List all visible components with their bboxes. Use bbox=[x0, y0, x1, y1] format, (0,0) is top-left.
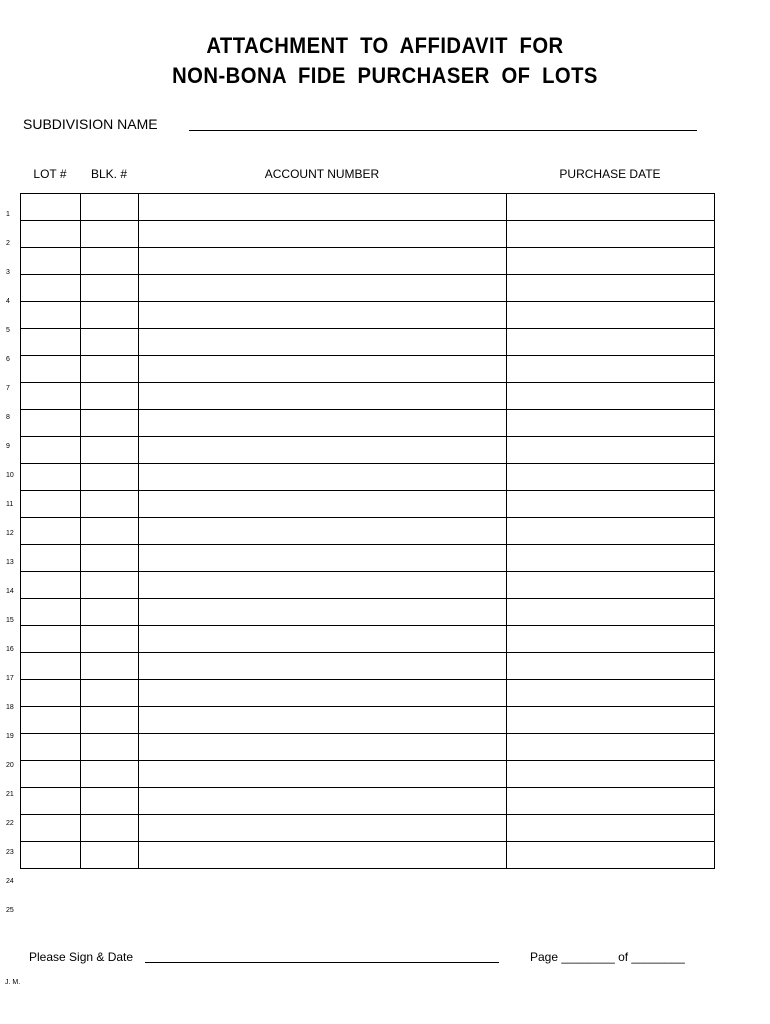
table-row bbox=[21, 302, 715, 329]
account-number-cell[interactable] bbox=[139, 707, 507, 734]
row-number: 23 bbox=[6, 849, 14, 856]
account-number-cell[interactable] bbox=[139, 599, 507, 626]
account-number-cell[interactable] bbox=[139, 275, 507, 302]
lot-cell[interactable] bbox=[21, 464, 81, 491]
table-row bbox=[21, 518, 715, 545]
table-row bbox=[21, 221, 715, 248]
row-number: 20 bbox=[6, 762, 14, 769]
table-row bbox=[21, 194, 715, 221]
table-row bbox=[21, 464, 715, 491]
form-title-line-2: NON-BONA FIDE PURCHASER OF LOTS bbox=[172, 63, 598, 88]
account-number-cell[interactable] bbox=[139, 653, 507, 680]
lot-cell[interactable] bbox=[21, 221, 81, 248]
table-row bbox=[21, 815, 715, 842]
subdivision-name-label: SUBDIVISION NAME bbox=[23, 116, 158, 132]
sign-date-label: Please Sign & Date bbox=[29, 950, 134, 964]
account-number-cell[interactable] bbox=[139, 383, 507, 410]
table-row bbox=[21, 653, 715, 680]
purchase-date-cell[interactable] bbox=[507, 221, 715, 248]
row-number: 13 bbox=[6, 559, 14, 566]
lot-cell[interactable] bbox=[21, 680, 81, 707]
purchase-date-cell[interactable] bbox=[507, 653, 715, 680]
table-row bbox=[21, 599, 715, 626]
blk-cell[interactable] bbox=[81, 356, 139, 383]
blk-cell[interactable] bbox=[81, 464, 139, 491]
lot-cell[interactable] bbox=[21, 356, 81, 383]
account-number-cell[interactable] bbox=[139, 221, 507, 248]
lot-cell[interactable] bbox=[21, 545, 81, 572]
blk-cell[interactable] bbox=[81, 383, 139, 410]
table-row bbox=[21, 680, 715, 707]
account-number-cell[interactable] bbox=[139, 194, 507, 221]
row-number: 1 bbox=[6, 211, 10, 218]
account-number-cell[interactable] bbox=[139, 626, 507, 653]
row-number: 12 bbox=[6, 530, 14, 537]
lot-cell[interactable] bbox=[21, 653, 81, 680]
table-row bbox=[21, 437, 715, 464]
blk-cell[interactable] bbox=[81, 815, 139, 842]
row-number: 22 bbox=[6, 820, 14, 827]
account-number-cell[interactable] bbox=[139, 302, 507, 329]
account-number-cell[interactable] bbox=[139, 248, 507, 275]
preparer-initials: J. M. bbox=[5, 979, 21, 986]
purchase-date-cell[interactable] bbox=[507, 518, 715, 545]
row-number: 4 bbox=[6, 298, 10, 305]
row-number: 25 bbox=[6, 907, 14, 914]
purchase-date-cell[interactable] bbox=[507, 356, 715, 383]
purchase-date-cell[interactable] bbox=[507, 194, 715, 221]
blk-cell[interactable] bbox=[81, 329, 139, 356]
blk-cell[interactable] bbox=[81, 437, 139, 464]
blk-cell[interactable] bbox=[81, 788, 139, 815]
purchase-date-cell[interactable] bbox=[507, 842, 715, 869]
row-number: 14 bbox=[6, 588, 14, 595]
blk-cell[interactable] bbox=[81, 194, 139, 221]
blk-cell[interactable] bbox=[81, 221, 139, 248]
account-number-cell[interactable] bbox=[139, 437, 507, 464]
account-number-cell[interactable] bbox=[139, 545, 507, 572]
table-row bbox=[21, 275, 715, 302]
table-row bbox=[21, 761, 715, 788]
purchase-date-cell[interactable] bbox=[507, 464, 715, 491]
page-count-label: Page ________ of ________ bbox=[530, 950, 685, 964]
lot-cell[interactable] bbox=[21, 194, 81, 221]
lot-cell[interactable] bbox=[21, 572, 81, 599]
purchase-date-cell[interactable] bbox=[507, 491, 715, 518]
table-row bbox=[21, 707, 715, 734]
table-row bbox=[21, 410, 715, 437]
table-row bbox=[21, 626, 715, 653]
row-number: 2 bbox=[6, 240, 10, 247]
lot-cell[interactable] bbox=[21, 491, 81, 518]
account-number-cell[interactable] bbox=[139, 356, 507, 383]
account-number-cell[interactable] bbox=[139, 842, 507, 869]
signature-date-field[interactable] bbox=[145, 962, 499, 963]
row-number: 17 bbox=[6, 675, 14, 682]
column-header-lot: LOT # bbox=[33, 167, 67, 181]
table-row bbox=[21, 329, 715, 356]
blk-cell[interactable] bbox=[81, 599, 139, 626]
table-row bbox=[21, 356, 715, 383]
account-number-cell[interactable] bbox=[139, 761, 507, 788]
purchase-date-cell[interactable] bbox=[507, 680, 715, 707]
purchase-date-cell[interactable] bbox=[507, 383, 715, 410]
form-title-line-1: ATTACHMENT TO AFFIDAVIT FOR bbox=[206, 33, 564, 58]
row-number: 15 bbox=[6, 617, 14, 624]
lot-cell[interactable] bbox=[21, 302, 81, 329]
blk-cell[interactable] bbox=[81, 410, 139, 437]
lot-cell[interactable] bbox=[21, 734, 81, 761]
table-row bbox=[21, 788, 715, 815]
table-row bbox=[21, 842, 715, 869]
purchase-date-cell[interactable] bbox=[507, 734, 715, 761]
blk-cell[interactable] bbox=[81, 734, 139, 761]
lot-cell[interactable] bbox=[21, 842, 81, 869]
account-number-cell[interactable] bbox=[139, 329, 507, 356]
row-number: 7 bbox=[6, 385, 10, 392]
account-number-cell[interactable] bbox=[139, 788, 507, 815]
row-number: 18 bbox=[6, 704, 14, 711]
lot-entry-table bbox=[20, 193, 715, 869]
purchase-date-cell[interactable] bbox=[507, 626, 715, 653]
table-row bbox=[21, 248, 715, 275]
column-header-account-number: ACCOUNT NUMBER bbox=[264, 167, 380, 181]
row-number: 11 bbox=[6, 501, 14, 508]
purchase-date-cell[interactable] bbox=[507, 815, 715, 842]
blk-cell[interactable] bbox=[81, 491, 139, 518]
blk-cell[interactable] bbox=[81, 248, 139, 275]
blk-cell[interactable] bbox=[81, 842, 139, 869]
blk-cell[interactable] bbox=[81, 707, 139, 734]
row-number: 9 bbox=[6, 443, 10, 450]
account-number-cell[interactable] bbox=[139, 491, 507, 518]
lot-cell[interactable] bbox=[21, 761, 81, 788]
table-row bbox=[21, 491, 715, 518]
purchase-date-cell[interactable] bbox=[507, 761, 715, 788]
purchase-date-cell[interactable] bbox=[507, 248, 715, 275]
blk-cell[interactable] bbox=[81, 626, 139, 653]
lot-cell[interactable] bbox=[21, 248, 81, 275]
purchase-date-cell[interactable] bbox=[507, 437, 715, 464]
lot-cell[interactable] bbox=[21, 329, 81, 356]
purchase-date-cell[interactable] bbox=[507, 788, 715, 815]
blk-cell[interactable] bbox=[81, 653, 139, 680]
subdivision-name-field[interactable] bbox=[189, 130, 697, 131]
blk-cell[interactable] bbox=[81, 545, 139, 572]
blk-cell[interactable] bbox=[81, 572, 139, 599]
table-row bbox=[21, 734, 715, 761]
account-number-cell[interactable] bbox=[139, 734, 507, 761]
row-number: 8 bbox=[6, 414, 10, 421]
blk-cell[interactable] bbox=[81, 302, 139, 329]
row-number: 6 bbox=[6, 356, 10, 363]
account-number-cell[interactable] bbox=[139, 410, 507, 437]
table-row bbox=[21, 545, 715, 572]
column-header-blk: BLK. # bbox=[90, 167, 128, 181]
blk-cell[interactable] bbox=[81, 680, 139, 707]
account-number-cell[interactable] bbox=[139, 464, 507, 491]
purchase-date-cell[interactable] bbox=[507, 275, 715, 302]
account-number-cell[interactable] bbox=[139, 680, 507, 707]
blk-cell[interactable] bbox=[81, 518, 139, 545]
lot-cell[interactable] bbox=[21, 815, 81, 842]
column-header-purchase-date: PURCHASE DATE bbox=[559, 167, 661, 181]
lot-cell[interactable] bbox=[21, 599, 81, 626]
lot-cell[interactable] bbox=[21, 383, 81, 410]
lot-cell[interactable] bbox=[21, 437, 81, 464]
lot-cell[interactable] bbox=[21, 410, 81, 437]
row-number: 16 bbox=[6, 646, 14, 653]
row-number: 19 bbox=[6, 733, 14, 740]
blk-cell[interactable] bbox=[81, 761, 139, 788]
purchase-date-cell[interactable] bbox=[507, 302, 715, 329]
account-number-cell[interactable] bbox=[139, 518, 507, 545]
table-row bbox=[21, 383, 715, 410]
lot-cell[interactable] bbox=[21, 275, 81, 302]
blk-cell[interactable] bbox=[81, 275, 139, 302]
purchase-date-cell[interactable] bbox=[507, 572, 715, 599]
row-number: 5 bbox=[6, 327, 10, 334]
row-number: 10 bbox=[6, 472, 14, 479]
lot-cell[interactable] bbox=[21, 626, 81, 653]
row-number: 24 bbox=[6, 878, 14, 885]
purchase-date-cell[interactable] bbox=[507, 410, 715, 437]
purchase-date-cell[interactable] bbox=[507, 329, 715, 356]
table-row bbox=[21, 572, 715, 599]
purchase-date-cell[interactable] bbox=[507, 599, 715, 626]
account-number-cell[interactable] bbox=[139, 572, 507, 599]
lot-cell[interactable] bbox=[21, 518, 81, 545]
lot-cell[interactable] bbox=[21, 788, 81, 815]
row-number: 3 bbox=[6, 269, 10, 276]
account-number-cell[interactable] bbox=[139, 815, 507, 842]
row-number: 21 bbox=[6, 791, 14, 798]
lot-cell[interactable] bbox=[21, 707, 81, 734]
purchase-date-cell[interactable] bbox=[507, 707, 715, 734]
purchase-date-cell[interactable] bbox=[507, 545, 715, 572]
